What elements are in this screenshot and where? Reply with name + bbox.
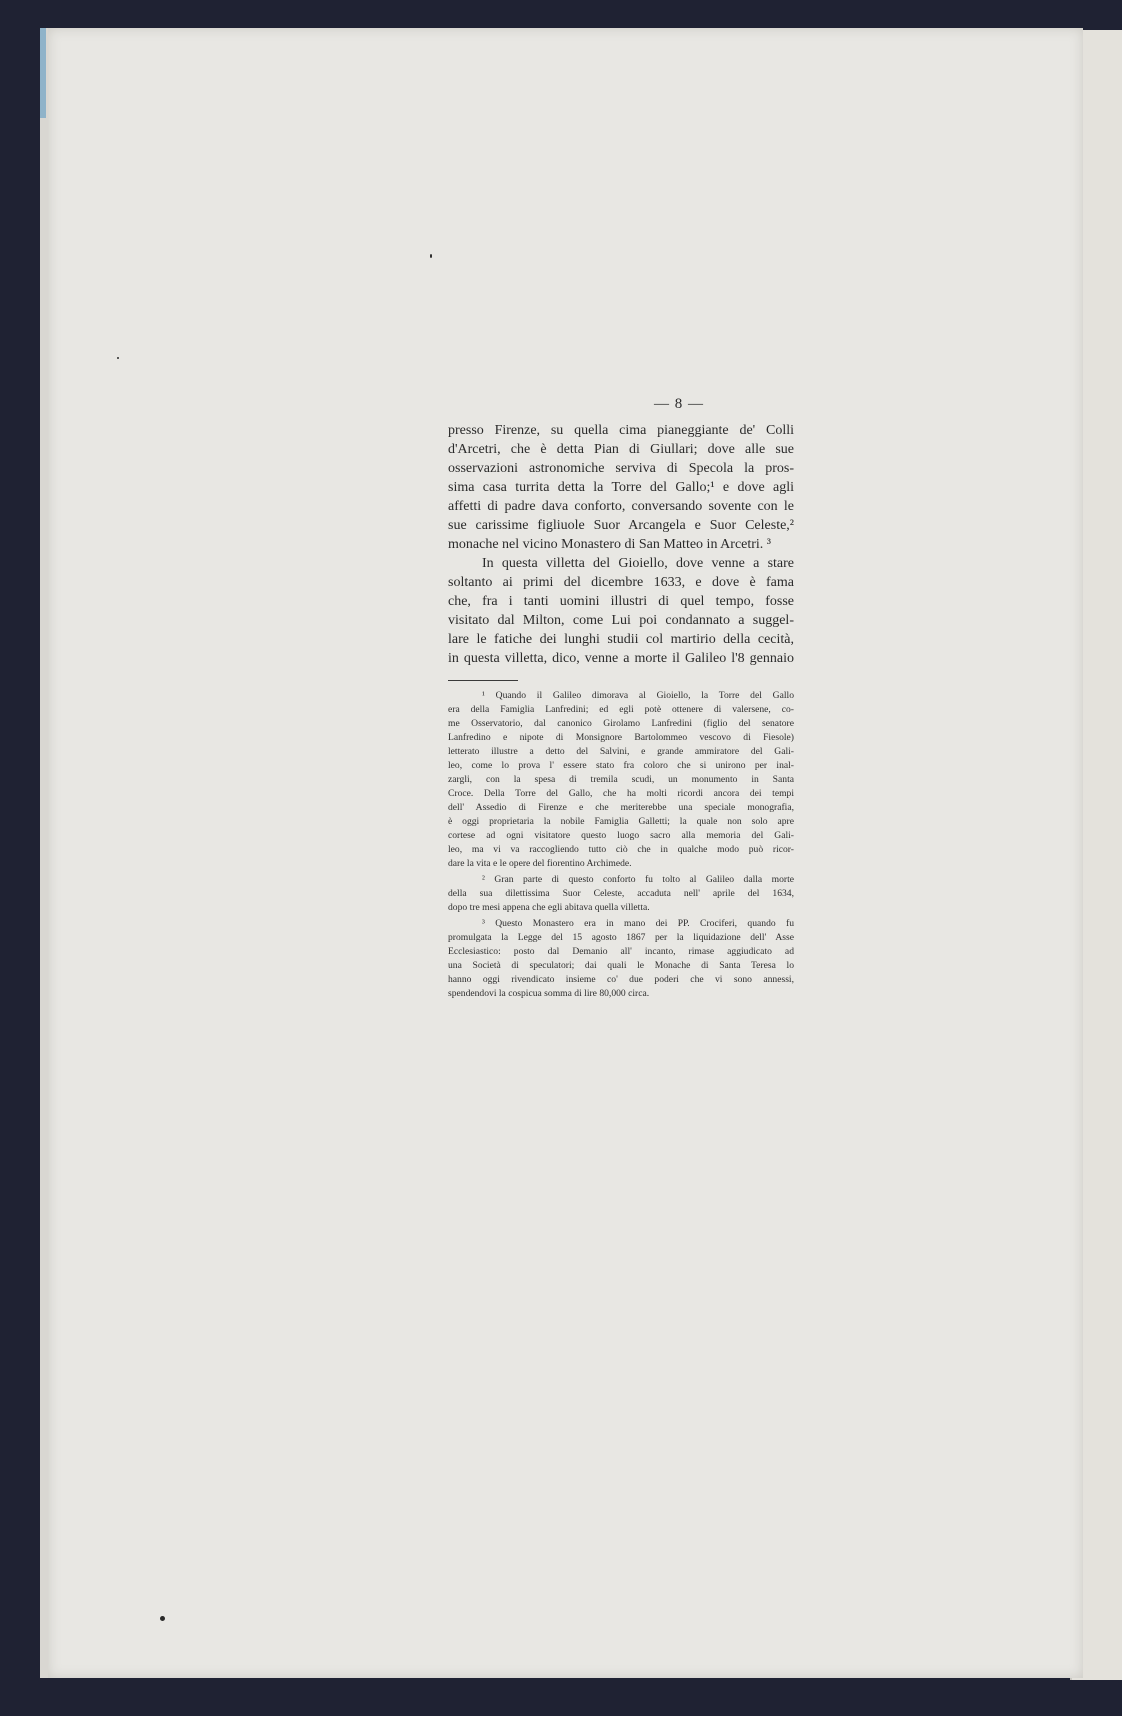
footnote-line: della sua dilettissima Suor Celeste, accaduta nell' aprile del 1634, [448,888,794,899]
footnote-line: ² Gran parte di questo conforto fu tolto al Galileo dalla morte [482,874,794,885]
footnote-line: ³ Questo Monastero era in mano dei PP. Crociferi, quando fu [482,918,794,929]
body-line: visitato dal Milton, come Lui poi condannato a suggel- [448,613,794,628]
footnote-line: una Società di speculatori; dai quali le Monache di Santa Teresa lo [448,960,794,971]
footnote-line: dare la vita e le opere del fiorentino Archimede. [448,858,632,869]
page-number: — 8 — [654,396,704,412]
footnote-line: hanno oggi rivendicato insieme co' due poderi che vi sono annessi, [448,974,794,985]
footnote-separator [448,680,518,681]
paper-speck [430,254,432,258]
paper-speck [117,357,119,359]
footnote-line: dopo tre mesi appena che egli abitava quella villetta. [448,902,650,913]
footnote-line: zargli, con la spesa di tremila scudi, un monumento in Santa [448,774,794,785]
body-line: In questa villetta del Gioiello, dove venne a stare [482,556,794,571]
body-line: presso Firenze, su quella cima pianeggiante de' Colli [448,423,794,438]
body-line: d'Arcetri, che è detta Pian di Giullari; dove alle sue [448,442,794,457]
footnote-line: me Osservatorio, dal canonico Girolamo Lanfredini (figlio del senatore [448,718,794,729]
page-tab-edge [40,28,46,118]
body-line: monache nel vicino Monastero di San Matteo in Arcetri. ³ [448,537,772,552]
footnote-line: Ecclesiastico: posto dal Demanio all' incanto, rimase aggiudicato ad [448,946,794,957]
footnote-1 [448,689,794,871]
paper-speck [160,1616,165,1621]
footnote-line: spendendovi la cospicua somma di lire 80,000 circa. [448,988,650,999]
body-paragraphs [448,421,794,668]
footnote-line: Croce. Della Torre del Gallo, che ha molti ricordi ancora dei tempi [448,788,794,799]
footnote-line: è oggi proprietaria la nobile Famiglia Galletti; la quale non solo apre [448,816,794,827]
footnote-line: leo, ma vi va raccogliendo tutto ciò che in qualche modo può ricor- [448,844,794,855]
footnote-line: leo, come lo prova l' essere stato fra coloro che si unirono per inal- [448,760,794,771]
footnote-line: promulgata la Legge del 15 agosto 1867 per la liquidazione dell' Asse [448,932,794,943]
footnote-line: letterato illustre a detto del Salvini, e grande ammiratore del Gali- [448,746,794,757]
footnote-2 [448,873,794,915]
footnote-line: era della Famiglia Lanfredini; ed egli potè ottenere di valersene, co- [448,704,794,715]
footnote-line: dell' Assedio di Firenze e che meriterebbe una speciale monografia, [448,802,794,813]
body-line: osservazioni astronomiche serviva di Specola la pros- [448,461,794,476]
body-line: in questa villetta, dico, venne a morte il Galileo l'8 gennaio [448,651,794,666]
body-line: sima casa turrita detta la Torre del Gallo;¹ e dove agli [448,480,794,495]
footnote-3 [448,917,794,1001]
body-line: che, fra i tanti uomini illustri di quel tempo, fosse [448,594,794,609]
footnote-line: cortese ad ogni visitatore questo luogo sacro alla memoria del Gali- [448,830,794,841]
body-line: sue carissime figliuole Suor Arcangela e Suor Celeste,² [448,518,794,533]
body-line: lare le fatiche dei lunghi studii col martirio della cecità, [448,632,794,647]
footnote-line: ¹ Quando il Galileo dimorava al Gioiello, la Torre del Gallo [482,690,794,701]
body-line: affetti di padre dava conforto, conversando sovente con le [448,499,794,514]
footnote-line: Lanfredino e nipote di Monsignore Bartolommeo vescovo di Fiesole) [448,732,794,743]
main-text-block [448,421,794,1001]
body-line: soltanto ai primi del dicembre 1633, e dove è fama [448,575,794,590]
